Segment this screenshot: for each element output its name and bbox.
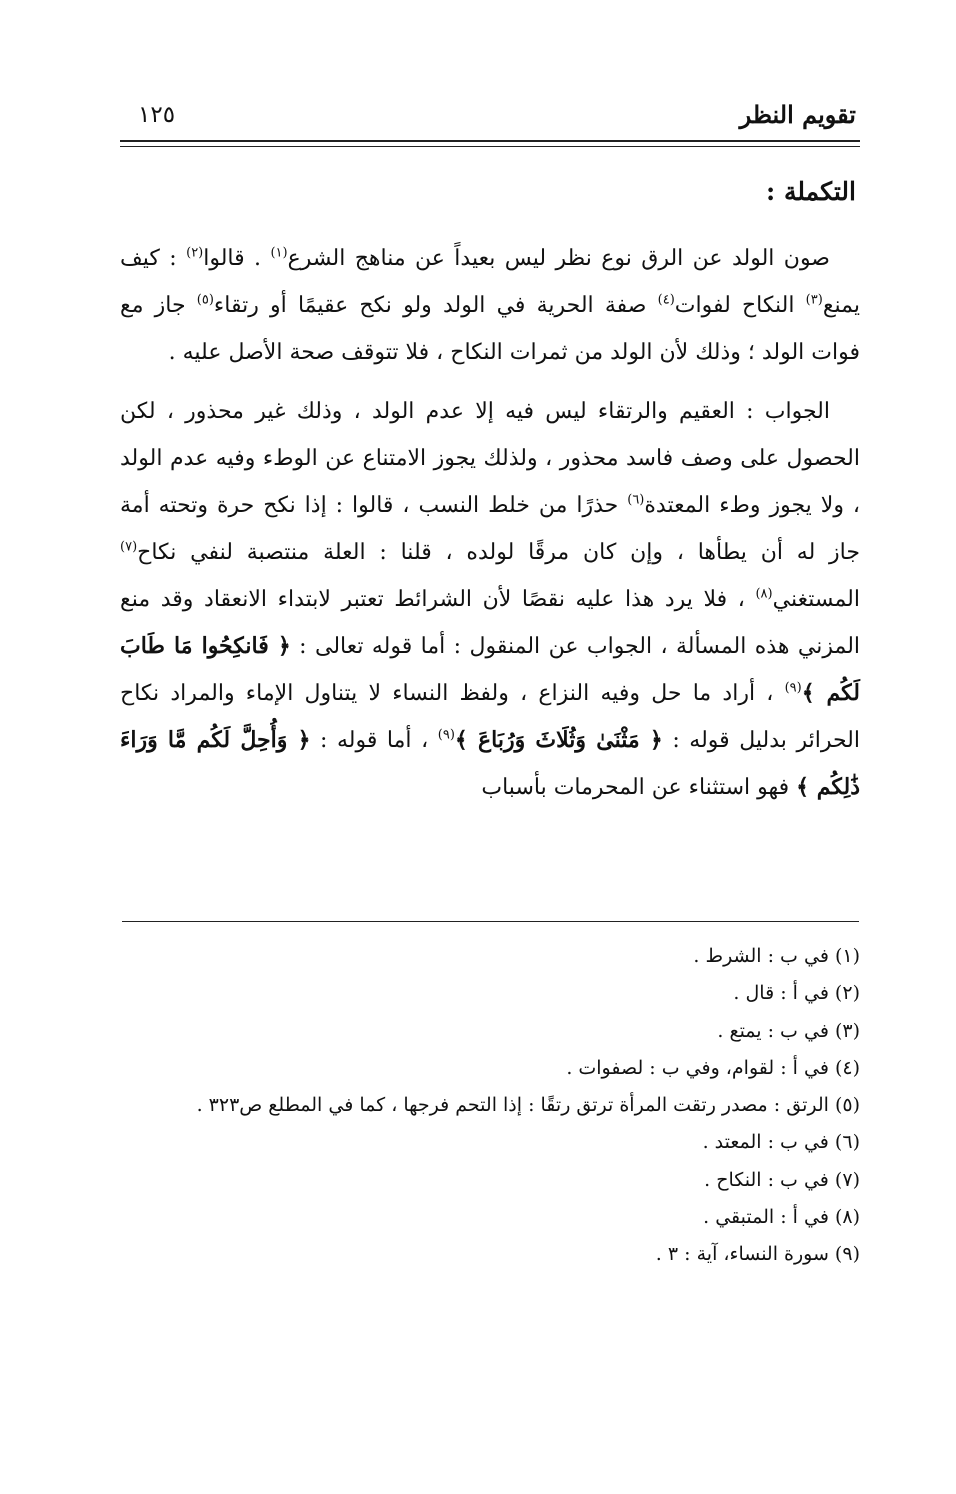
quran-verse: ﴿ وَأُحِلَّ لَكُم مَّا وَرَاءَ ذَٰلِكُم ﴾ bbox=[120, 727, 860, 800]
text-run: الجواب : العقيم والرتقاء ليس فيه إلا عدم الولد ، وذلك غير محذور ، لكن الحصول على وصف فاسد محذور ، ولذلك يجوز الامتناع عن الوطء وفيه عدم الولد ، ولا يجوز وطء المعتدة bbox=[120, 399, 861, 518]
footnote-ref: (٧) bbox=[120, 539, 138, 555]
quran-verse: ﴿ فَانكِحُوا مَا طَابَ لَكُم ﴾ bbox=[120, 633, 860, 706]
footnote-ref: (٢) bbox=[186, 245, 204, 261]
running-title: تقويم النظر bbox=[739, 100, 856, 129]
footnote: (٩) سورة النساء، آية : ٣ . bbox=[655, 1243, 860, 1266]
footnote-separator bbox=[122, 921, 859, 922]
text-run: النكاح لفوات bbox=[674, 293, 806, 318]
footnote-ref: (٦) bbox=[627, 492, 645, 508]
text-run: ، فلا يرد هذا عليه نقصًا لأن الشرائط تعتبر لابتداء الانعقاد وقد منع المزني هذه المسألة ، الجواب عن المنقول : أما قوله تعالى : bbox=[120, 587, 861, 659]
footnote: (١) في ب : الشرط . bbox=[693, 945, 860, 967]
footnote-ref: (١) bbox=[270, 245, 288, 261]
footnote: (٨) في أ : المتبقي . bbox=[703, 1206, 860, 1229]
page-number: ١٢٥ bbox=[138, 102, 176, 128]
text-run: المستغني bbox=[772, 587, 860, 612]
section-heading: التكملة : bbox=[766, 177, 856, 206]
quran-verse: ﴿ مَثْنَىٰ وَثُلَاثَ وَرُبَاعَ ﴾ bbox=[454, 727, 663, 753]
page-header bbox=[120, 100, 860, 140]
text-run: ، أما قوله : bbox=[310, 728, 438, 753]
paragraph-1 bbox=[120, 235, 860, 376]
footnote-ref: (٩) bbox=[437, 727, 455, 743]
main-text bbox=[120, 168, 860, 823]
footnote-ref: (٤) bbox=[657, 292, 675, 308]
footnote-ref: (٥) bbox=[196, 292, 214, 308]
footnote-ref: (٩) bbox=[784, 680, 802, 696]
footnote: (٧) في ب : النكاح . bbox=[704, 1168, 860, 1191]
text-run: حذرًا من خلط النسب ، قالوا : إذا نكح حرة وتحته أمة جاز له أن يطأها ، وإن كان مرقًا لولده ، قلنا : العلة منتصبة لنفي نكاح bbox=[120, 493, 860, 565]
header-rule-thick bbox=[120, 140, 860, 142]
footnote: (٢) في أ : قال . bbox=[733, 982, 860, 1005]
footnote-ref: (٣) bbox=[805, 292, 823, 308]
footnote: (٣) في ب : يمتع . bbox=[717, 1019, 860, 1042]
footnote: (٦) في ب : المعتد . bbox=[702, 1131, 860, 1154]
text-run: جاز مع فوات الولد ؛ وذلك لأن الولد من ثمرات النكاح ، فلا تتوقف صحة الأصل عليه . bbox=[120, 293, 860, 365]
text-run: . قالوا bbox=[203, 246, 271, 271]
header-rule-thin bbox=[120, 146, 860, 147]
footnote-ref: (٨) bbox=[755, 586, 773, 602]
text-run: صون الولد عن الرق نوع نظر ليس بعيداً عن مناهج الشرع bbox=[287, 246, 830, 271]
footnote: (٥) الرتق : مصدر رتقت المرأة ترتق رتقًا : إذا التحم فرجها ، كما في المطلع ص٣٢٣ . bbox=[196, 1094, 860, 1117]
paragraph-2 bbox=[120, 388, 860, 811]
text-run: : كيف يمنع bbox=[120, 246, 861, 318]
footnotes bbox=[120, 938, 860, 1274]
text-run: فهو استثناء عن المحرمات بأسباب bbox=[481, 775, 797, 800]
text-run: صفة الحرية في الولد ولو نكح عقيمًا أو رتقاء bbox=[213, 293, 658, 318]
footnote: (٤) في أ : لقوام، وفي ب : لصفوات . bbox=[566, 1056, 860, 1079]
text-run: ، أراد ما حل وفيه النزاع ، ولفظ النساء لا يتناول الإماء والمراد نكاح الحرائر بدليل قوله : bbox=[120, 681, 860, 753]
